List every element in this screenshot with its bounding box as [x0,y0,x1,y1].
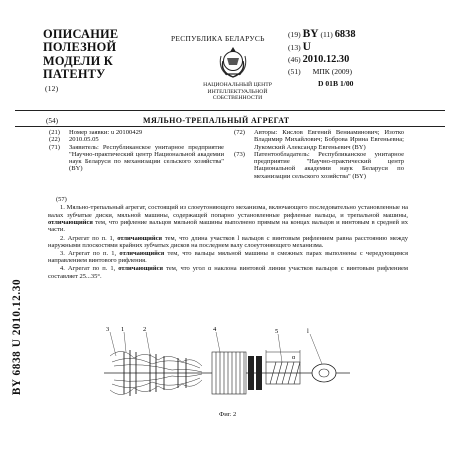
figure-label: 3 [106,326,110,333]
claim-3: 3. Агрегат по п. 1, отличающийся тем, что вальцы мяльной машины в смежных парах выполнены с чередующимся направлением винтового рифления. [48,250,409,265]
document-title [43,27,163,93]
divider [15,126,445,127]
bib-row: (46) 2010.12.30 [288,54,350,65]
divider [15,110,445,111]
figure-label: α [292,355,296,361]
title-code: (54) [46,117,58,125]
claims-section [48,196,408,281]
claim-4: 4. Агрегат по п. 1, отличающийся тем, что угол α наклона винтовой линии участков вальцов с винтовым рифлением составляет 25...35°. [48,265,409,280]
bib-row: (13) U [288,41,311,53]
field-row: (72) Авторы: Кислов Евгений Вениаминович; Изотко Владимир Михайлович; Боброва Ирина Евгеньевна; Лукомский Александр Евгеньевич (BY) [234,129,404,151]
figure-label: 1 [121,326,125,333]
bib-row: (51) МПК (2009) [288,67,353,76]
left-column [49,129,224,173]
side-stamp-text: BY 6838 U 2010.12.30 [11,278,23,396]
claim-1: 1. Мяльно-трепальный агрегат, состоящий из слоеутоняющего механизма, включающего последовательно установленные на валах зубчатые диски, мяльной машины, содержащей попарно установленные рифленые вальцы, и трепальной машины, отличающийся тем, что рифление вальцов мяльной машины выполнено прямым на концах вальцов и винтовым в средней их части. [48,204,409,234]
right-column [234,129,404,180]
claim-2: 2. Агрегат по п. 1, отличающийся тем, что длина участков l вальцов с винтовым рифлением равна расстоянию между наружными плоскостями крайних зубчатых дисков на последнем валу слоеутоняющего механизма. [48,234,409,249]
bib-row: (19) BY (11) 6838 [288,28,356,40]
figure-label: 2 [143,326,147,333]
title-line: ПАТЕНТУ [43,67,106,82]
invention-title: МЯЛЬНО-ТРЕПАЛЬНЫЙ АГРЕГАТ [143,116,290,125]
bib-row: D 01B 1/00 [318,79,354,88]
field-row: (21) Номер заявки: u 20100429 [49,129,143,136]
figure-label: l [307,328,309,335]
field-row: (73) Патентообладатель: Республиканское унитарное предприятие "Научно-практический центр Национальной академии наук Беларуси по механизации сельского хозяйства" (BY) [234,150,404,180]
figure-label: 4 [213,326,217,333]
side-stamp [2,222,32,452]
coat-of-arms-icon [215,46,251,80]
code-12: (12) [45,84,59,93]
scutching-drum [312,364,336,382]
field-row: (22) 2010.05.05 [49,136,99,144]
republic-label: РЕСПУБЛИКА БЕЛАРУСЬ [171,34,265,43]
figure-drawing [102,326,352,408]
rollers [212,352,246,394]
title-line: ПОЛЕЗНОЙ [43,40,117,55]
claims-code: (57) [56,196,67,203]
figure-caption: Фиг. 2 [219,411,237,418]
field-row: (71) Заявитель: Республиканское унитарное предприятие "Научно-практический центр Национальной академии наук Беларуси по механизации сельского хозяйства" (BY) [49,143,224,173]
figure-label: 5 [275,328,279,335]
title-line: МОДЕЛИ К [43,53,113,68]
bibliographic-data [288,28,356,90]
office-name: НАЦИОНАЛЬНЫЙ ЦЕНТР ИНТЕЛЛЕКТУАЛЬНОЙ СОБСТВЕННОСТИ [203,82,272,102]
title-line: ОПИСАНИЕ [43,27,119,41]
